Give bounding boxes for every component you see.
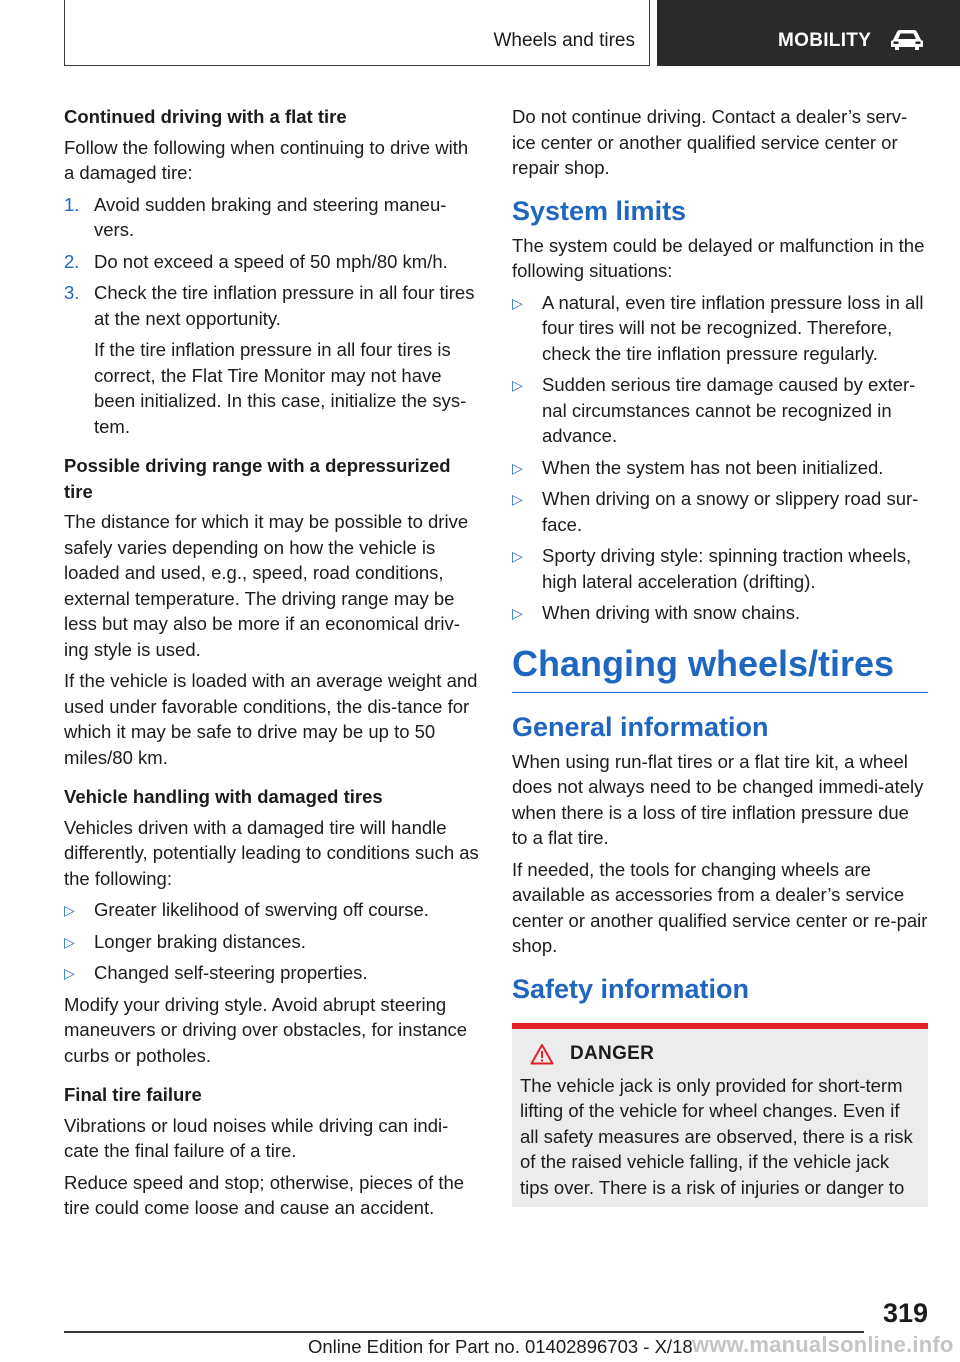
danger-box [512, 1023, 928, 1207]
paragraph: Follow the following when continuing to drive with a damaged tire: [64, 136, 469, 183]
step-text: Avoid sudden braking and steering maneu-vers. [94, 193, 447, 240]
bullet-text: When the system has not been initialized. [542, 456, 884, 478]
header-chapter-box [657, 0, 960, 66]
paragraph: The system could be delayed or malfunction in the following situations: [512, 234, 925, 281]
triangle-bullet-icon: ▷ [512, 548, 523, 564]
bullet-list [64, 897, 480, 986]
paragraph: Reduce speed and stop; otherwise, pieces of the tire could come loose and cause an accident. [64, 1171, 465, 1218]
triangle-bullet-icon: ▷ [512, 294, 523, 311]
list-item [512, 455, 928, 481]
bullet-text: Greater likelihood of swerving off course. [94, 899, 429, 920]
list-item [64, 960, 480, 986]
paragraph: If the vehicle is loaded with an average weight and used under favorable conditions, the dis-tance for which it may be safe to drive may be up to 50 miles/80 km. [64, 670, 478, 768]
heading-general-information: General information [512, 711, 769, 742]
numbered-list [64, 192, 480, 440]
triangle-bullet-icon: ▷ [512, 605, 523, 621]
footer-watermark: www.manualsonline.info [692, 1332, 954, 1357]
header-section-title: Wheels and tires [493, 30, 635, 51]
footer-edition: Online Edition for Part no. 01402896703 - X/18 [308, 1336, 693, 1357]
paragraph: The distance for which it may be possible to drive safely varies depending on how the vehicle is loaded and used, e.g., speed, road conditions, external temperature. The driving range may be less but may also be more if an economical driv-ing style is used. [64, 511, 469, 660]
bullet-text: When driving on a snowy or slippery road sur-face. [542, 488, 919, 535]
triangle-bullet-icon: ▷ [64, 902, 75, 918]
subheading-final-tire-failure: Final tire failure [64, 1084, 202, 1105]
step-continuation: If the tire inflation pressure in all four tires is correct, the Flat Tire Monitor may not have been initialized. In this case, initialize the sys-tem. [94, 339, 467, 437]
header-chapter-title: MOBILITY [778, 30, 872, 51]
heading-system-limits: System limits [512, 195, 687, 226]
list-item [512, 600, 928, 626]
subheading-vehicle-handling: Vehicle handling with damaged tires [64, 786, 383, 807]
subheading-continued-driving: Continued driving with a flat tire [64, 106, 347, 127]
bullet-text: Sporty driving style: spinning traction wheels, high lateral acceleration (drifting). [542, 545, 912, 592]
danger-header [530, 1043, 920, 1065]
list-item [64, 192, 480, 243]
header-section-box [64, 0, 650, 66]
step-text: Do not exceed a speed of 50 mph/80 km/h. [94, 250, 448, 272]
list-item [64, 897, 480, 923]
list-item [512, 486, 928, 537]
triangle-bullet-icon: ▷ [64, 933, 75, 950]
paragraph: Modify your driving style. Avoid abrupt steering maneuvers or driving over obstacles, for instance curbs or potholes. [64, 993, 468, 1066]
bullet-text: Sudden serious tire damage caused by exter-nal circumstances cannot be recognized in advance. [542, 374, 916, 446]
triangle-bullet-icon: ▷ [512, 491, 523, 507]
triangle-bullet-icon: ▷ [64, 965, 75, 981]
car-icon [889, 29, 925, 51]
bullet-text: When driving with snow chains. [542, 602, 801, 623]
step-number: 2. [64, 250, 80, 272]
list-item [512, 543, 928, 594]
paragraph: Do not continue driving. Contact a dealer’s serv-ice center or another qualified service center or repair shop. [512, 106, 908, 178]
danger-text: The vehicle jack is only provided for short-term lifting of the vehicle for wheel changes. Even if all safety measures are observed, there is a risk of the raised vehicle falling, if the vehicle jack tips over. There is a risk of injuries or danger to [520, 1074, 913, 1198]
list-item [64, 280, 480, 439]
step-number: 1. [64, 193, 80, 215]
triangle-bullet-icon: ▷ [512, 459, 523, 476]
list-item [512, 290, 928, 367]
triangle-bullet-icon: ▷ [512, 377, 523, 393]
right-column [512, 104, 928, 1207]
subheading-driving-range: Possible driving range with a depressurized tire [64, 455, 451, 502]
warning-icon [530, 1043, 554, 1065]
bullet-text: Longer braking distances. [94, 930, 306, 952]
bullet-text: Changed self-steering properties. [94, 962, 368, 983]
list-item [512, 372, 928, 449]
bullet-text: A natural, even tire inflation pressure loss in all four tires will not be recognized. Therefore, check the tire inflation pressure regularly. [542, 291, 924, 364]
danger-label: DANGER [570, 1042, 655, 1064]
heading-safety-information: Safety information [512, 973, 750, 1004]
paragraph: Vehicles driven with a damaged tire will handle differently, potentially leading to conditions such as the following: [64, 816, 479, 889]
step-number: 3. [64, 282, 80, 303]
left-column [64, 104, 480, 1227]
list-item [64, 929, 480, 955]
bullet-list [512, 290, 928, 626]
paragraph: Vibrations or loud noises while driving can indi-cate the final failure of a tire. [64, 1114, 449, 1161]
list-item [64, 249, 480, 275]
paragraph: When using run-flat tires or a flat tire kit, a wheel does not always need to be changed immedi-ately when there is a loss of tire inflation pressure due to a flat tire. [512, 750, 924, 848]
chapter-title: Changing wheels/tires [512, 642, 928, 693]
page-number: 319 [882, 1298, 928, 1328]
step-text: Check the tire inflation pressure in all four tires at the next opportunity. [94, 282, 475, 329]
paragraph: If needed, the tools for changing wheels are available as accessories from a dealer’s service center or another qualified service center or re-pair shop. [512, 858, 928, 956]
